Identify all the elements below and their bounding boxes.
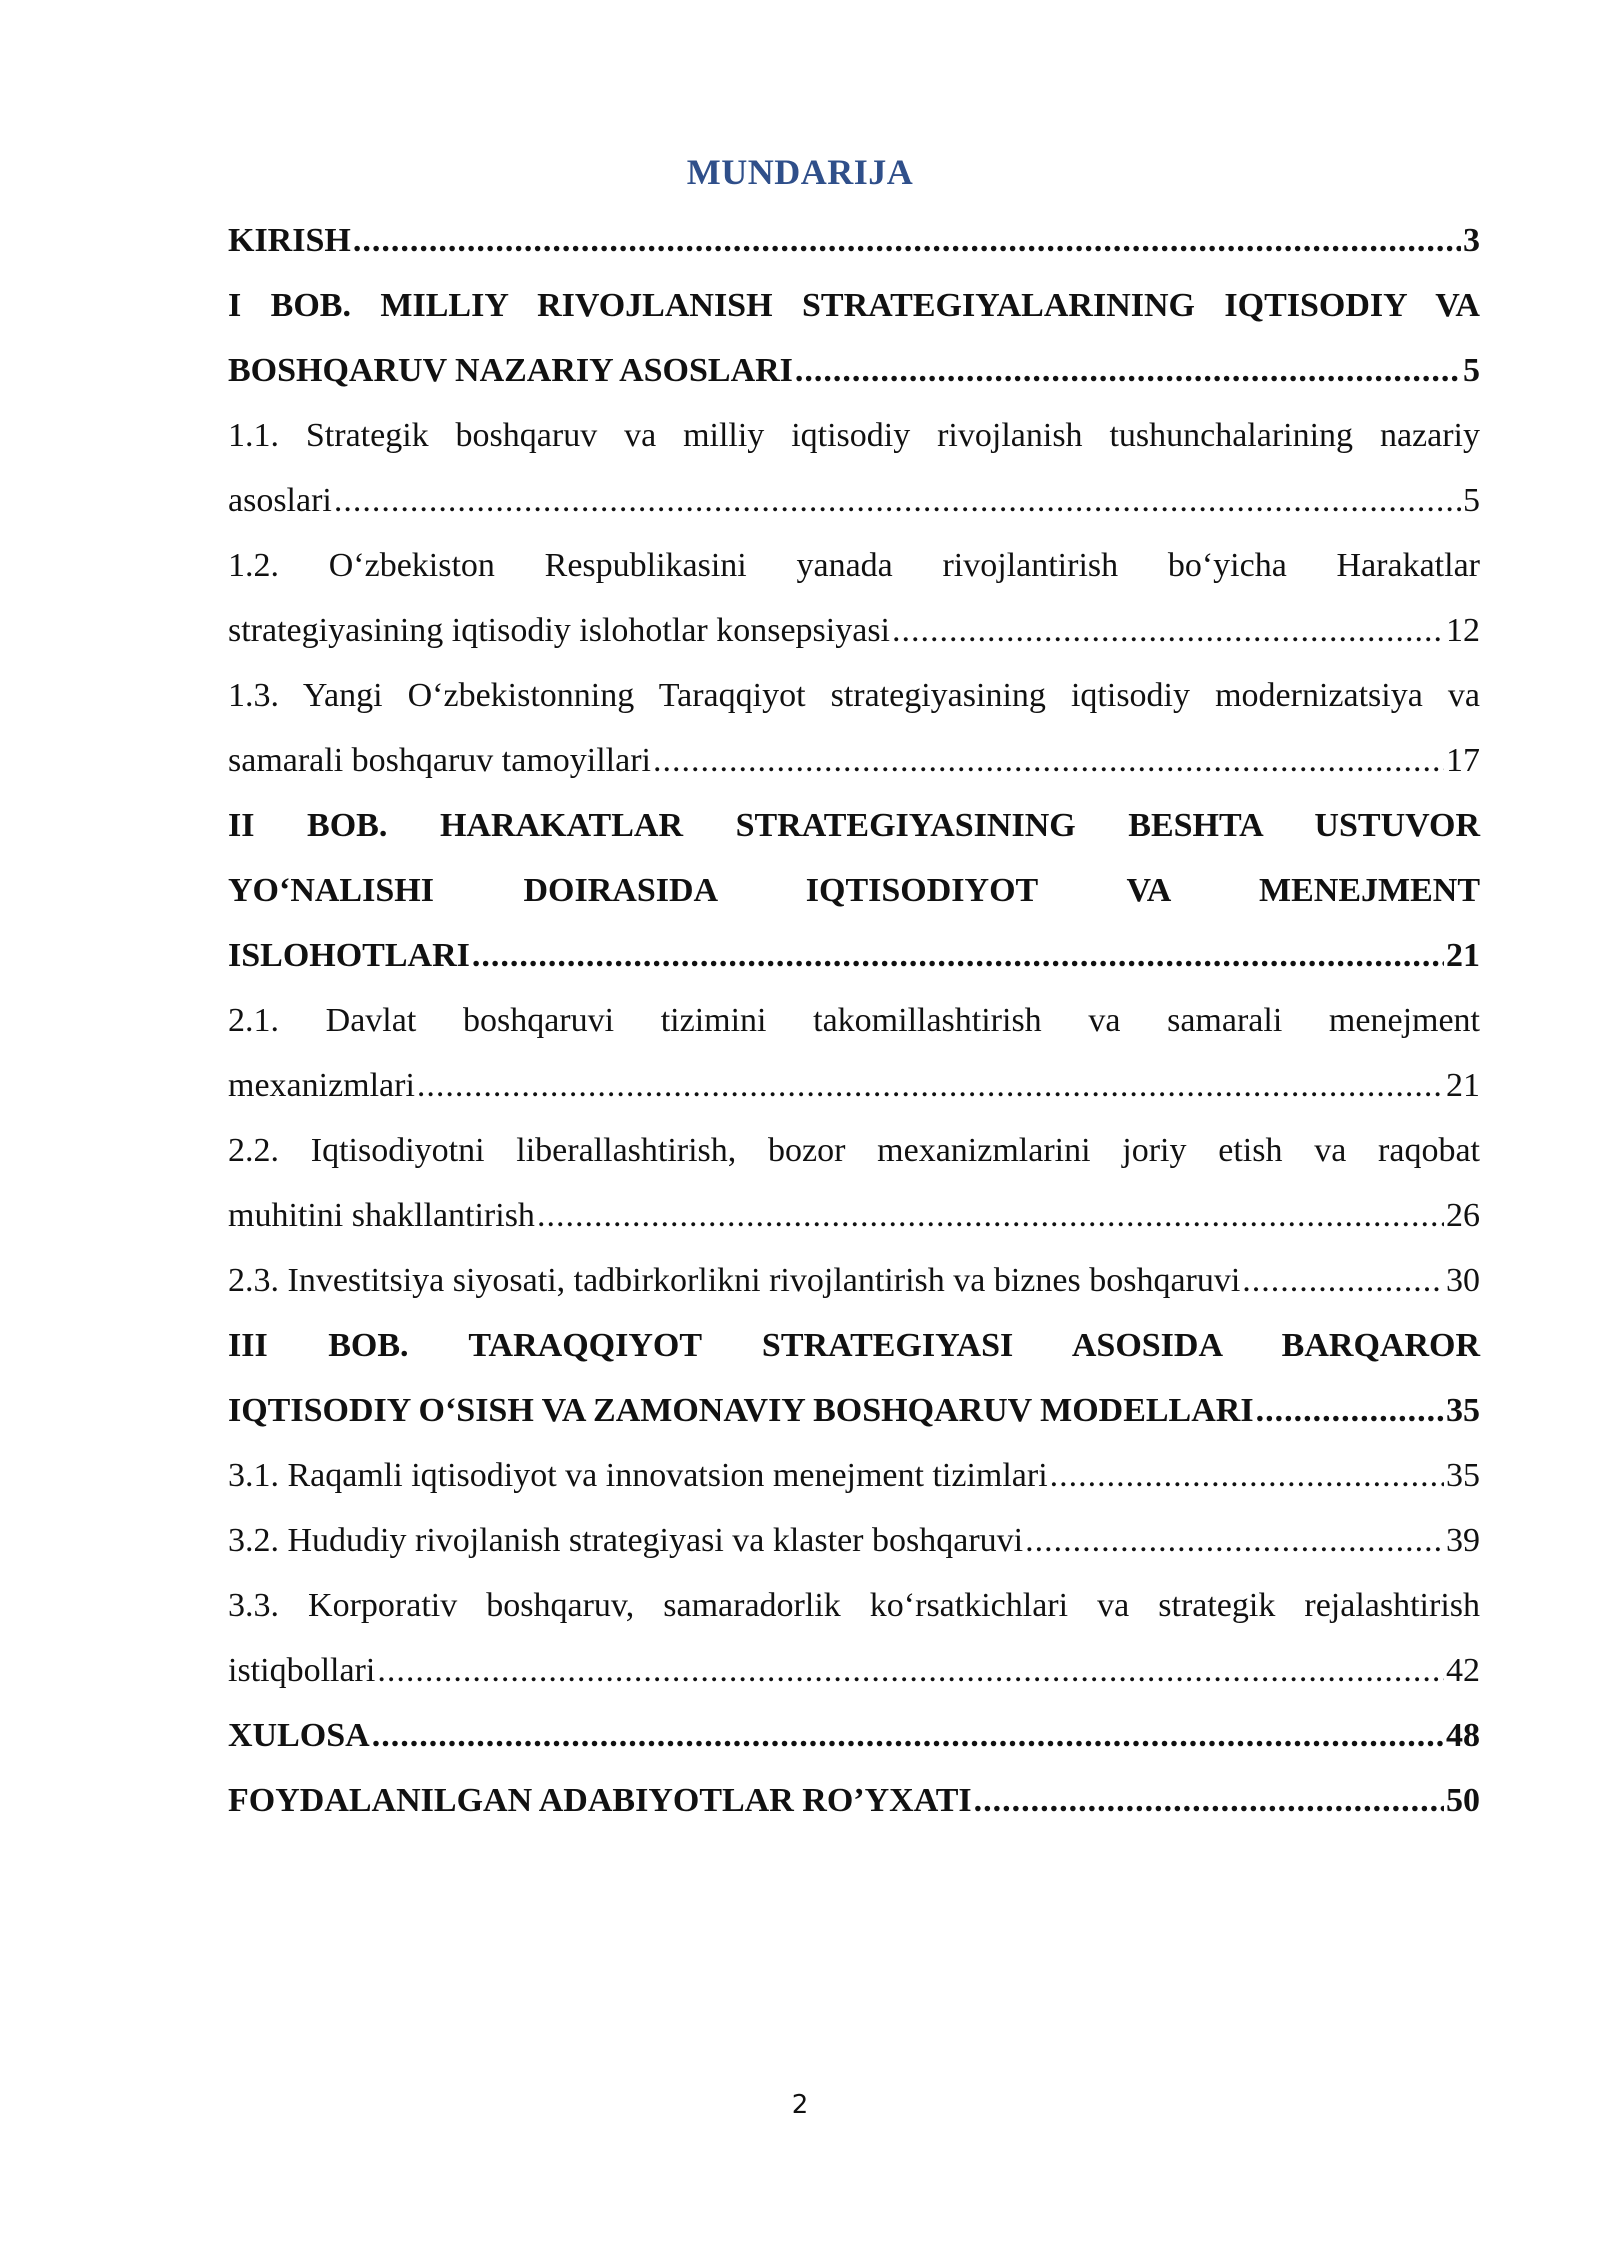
- toc-dot-leader: [892, 598, 1444, 663]
- toc-dot-leader: [472, 923, 1444, 988]
- toc-entry-last-line: [228, 1638, 1480, 1703]
- toc-entry-last-line: [228, 468, 1480, 533]
- toc-entry-text: asoslari: [228, 482, 332, 519]
- toc-page-number: 5: [1463, 482, 1480, 519]
- toc-dot-leader: [653, 728, 1444, 793]
- toc-dot-leader: [1050, 1443, 1444, 1508]
- toc-entry-text: 3.3. Korporativ boshqaruv, samaradorlik ko‘rsatkichlari va strategik rejalashtirish: [228, 1587, 1480, 1624]
- toc-dot-leader: [1242, 1248, 1444, 1313]
- toc-entry-last-line: [228, 598, 1480, 663]
- toc-dot-leader: [353, 208, 1461, 273]
- toc-entry-kirish[interactable]: [228, 208, 1480, 273]
- toc-entry-text: 1.2. O‘zbekiston Respublikasini yanada rivojlantirish bo‘yicha Harakatlar: [228, 547, 1480, 584]
- toc-dot-leader: [377, 1638, 1444, 1703]
- toc-entry-text: istiqbollari: [228, 1652, 376, 1689]
- toc-entry-text: 3.2. Hududiy rivojlanish strategiyasi va klaster boshqaruvi: [228, 1522, 1024, 1559]
- table-of-contents: [228, 208, 1480, 1833]
- toc-entry-2-2[interactable]: [228, 1118, 1480, 1248]
- toc-dot-leader: [1256, 1378, 1444, 1443]
- toc-page-number: 50: [1446, 1782, 1480, 1819]
- toc-entry-bob-1[interactable]: [228, 273, 1480, 403]
- toc-entry-text: mexanizmlari: [228, 1067, 415, 1104]
- toc-entry-text: KIRISH: [228, 222, 351, 259]
- toc-page-number: 21: [1446, 1067, 1480, 1104]
- toc-title: MUNDARIJA: [686, 152, 914, 192]
- toc-entry-text: III BOB. TARAQQIYOT STRATEGIYASI ASOSIDA BARQAROR: [228, 1327, 1480, 1364]
- toc-entry-text: YO‘NALISHI DOIRASIDA IQTISODIYOT VA MENEJMENT: [228, 872, 1480, 909]
- toc-entry-last-line: [228, 1183, 1480, 1248]
- toc-entry-adabiyotlar[interactable]: [228, 1768, 1480, 1833]
- toc-page-number: 35: [1446, 1457, 1480, 1494]
- toc-page-number: 26: [1446, 1197, 1480, 1234]
- toc-entry-text: 3.1. Raqamli iqtisodiyot va innovatsion menejment tizimlari: [228, 1457, 1048, 1494]
- toc-entry-text: 2.1. Davlat boshqaruvi tizimini takomillashtirish va samarali menejment: [228, 1002, 1480, 1039]
- toc-dot-leader: [795, 338, 1461, 403]
- toc-entry-text: IQTISODIY O‘SISH VA ZAMONAVIY BOSHQARUV MODELLARI: [228, 1392, 1254, 1429]
- toc-entry-last-line: [228, 728, 1480, 793]
- toc-entry-text: II BOB. HARAKATLAR STRATEGIYASINING BESHTA USTUVOR: [228, 807, 1480, 844]
- toc-page-number: 3: [1463, 222, 1480, 259]
- toc-entry-text: 1.1. Strategik boshqaruv va milliy iqtisodiy rivojlanish tushunchalarining nazariy: [228, 417, 1480, 454]
- toc-entry-text: samarali boshqaruv tamoyillari: [228, 742, 651, 779]
- toc-dot-leader: [1025, 1508, 1444, 1573]
- toc-page-number: 5: [1463, 352, 1480, 389]
- toc-entry-text: FOYDALANILGAN ADABIYOTLAR RO’YXATI: [228, 1782, 972, 1819]
- toc-entry-3-2[interactable]: [228, 1508, 1480, 1573]
- toc-entry-last-line: [228, 923, 1480, 988]
- toc-entry-text: 1.3. Yangi O‘zbekistonning Taraqqiyot strategiyasining iqtisodiy modernizatsiya va: [228, 677, 1480, 714]
- toc-entry-text: muhitini shakllantirish: [228, 1197, 535, 1234]
- toc-entry-last-line: [228, 1053, 1480, 1118]
- toc-entry-last-line: [228, 338, 1480, 403]
- toc-entry-1-3[interactable]: [228, 663, 1480, 793]
- toc-page-number: 21: [1446, 937, 1480, 974]
- toc-page-number: 12: [1446, 612, 1480, 649]
- toc-entry-last-line: [228, 1378, 1480, 1443]
- toc-entry-1-1[interactable]: [228, 403, 1480, 533]
- toc-entry-bob-3[interactable]: [228, 1313, 1480, 1443]
- toc-entry-text: BOSHQARUV NAZARIY ASOSLARI: [228, 352, 793, 389]
- toc-page-number: 39: [1446, 1522, 1480, 1559]
- toc-dot-leader: [334, 468, 1461, 533]
- toc-entry-text: XULOSA: [228, 1717, 370, 1754]
- toc-entry-text: ISLOHOTLARI: [228, 937, 470, 974]
- toc-entry-text: 2.3. Investitsiya siyosati, tadbirkorlikni rivojlantirish va biznes boshqaruvi: [228, 1262, 1241, 1299]
- toc-entry-text: strategiyasining iqtisodiy islohotlar konsepsiyasi: [228, 612, 891, 649]
- toc-entry-2-1[interactable]: [228, 988, 1480, 1118]
- toc-entry-text: 2.2. Iqtisodiyotni liberallashtirish, bozor mexanizmlarini joriy etish va raqobat: [228, 1132, 1480, 1169]
- toc-entry-xulosa[interactable]: [228, 1703, 1480, 1768]
- toc-entry-2-3[interactable]: [228, 1248, 1480, 1313]
- toc-dot-leader: [372, 1703, 1444, 1768]
- toc-entry-3-1[interactable]: [228, 1443, 1480, 1508]
- toc-page-number: 42: [1446, 1652, 1480, 1689]
- toc-entry-1-2[interactable]: [228, 533, 1480, 663]
- page-number: 2: [791, 2090, 809, 2120]
- toc-entry-text: I BOB. MILLIY RIVOJLANISH STRATEGIYALARINING IQTISODIY VA: [228, 287, 1480, 324]
- toc-page-number: 48: [1446, 1717, 1480, 1754]
- toc-page-number: 17: [1446, 742, 1480, 779]
- toc-entry-3-3[interactable]: [228, 1573, 1480, 1703]
- toc-dot-leader: [537, 1183, 1444, 1248]
- toc-dot-leader: [974, 1768, 1444, 1833]
- toc-page-number: 35: [1446, 1392, 1480, 1429]
- toc-page-number: 30: [1446, 1262, 1480, 1299]
- toc-entry-bob-2[interactable]: [228, 793, 1480, 988]
- toc-dot-leader: [417, 1053, 1444, 1118]
